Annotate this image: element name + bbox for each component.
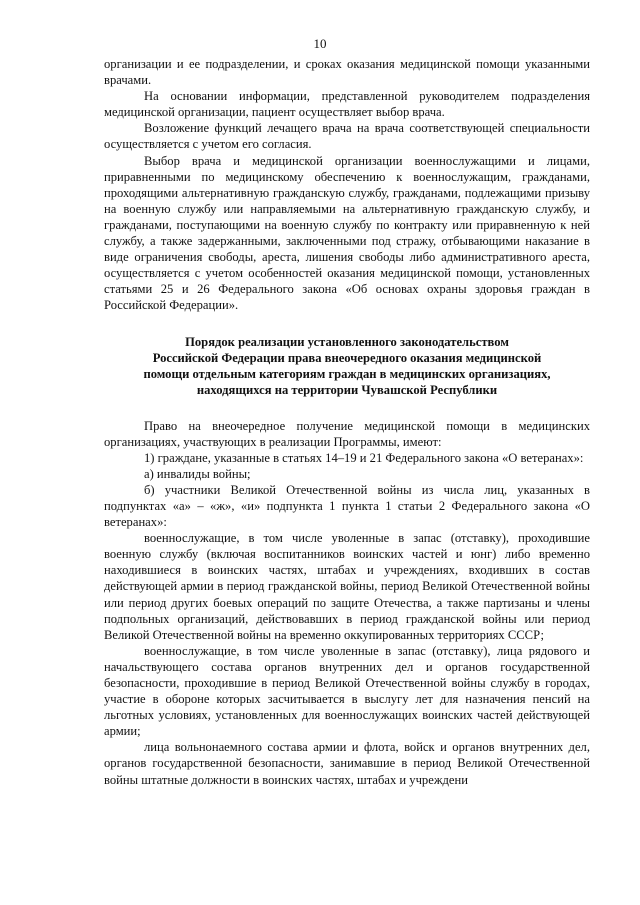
paragraph: Право на внеочередное получение медицинской помощи в медицинских организациях, участвующих в реализации Программы, имеют:	[104, 418, 590, 449]
heading-line: помощи отдельным категориям граждан в медицинских организациях,	[143, 366, 551, 381]
paragraph: лица вольнонаемного состава армии и флота, войск и органов внутренних дел, органов государственной безопасности, занимавшие в период Великой Отечественной войны штатные должности в воинских частях, штабах и учреждени	[104, 740, 590, 787]
paragraph: Выбор врача и медицинской организации военнослужащими и лицами, приравненными по медицинскому обеспечению к военнослужащим, гражданами, проходящими альтернативную гражданскую службу, гражданами, подлежащими призыву на военную службу или направляемыми на альтернативную гражданскую службу, и гражданами, поступающими на военную службу по контракту или приравненную к ней службу, а также задержанными, заключенными под стражу, отбывающими наказание в виде ограничения свободы, ареста, лишения свободы либо административного ареста, осуществляется с учетом особенностей оказания медицинской помощи, установленных статьями 25 и 26 Федерального закона «Об основах охраны здоровья граждан в Российской Федерации».	[104, 153, 590, 313]
paragraph: военнослужащие, в том числе уволенные в запас (отставку), лица рядового и начальствующего состава органов внутренних дел и органов государственной безопасности, проходившие в период Великой Отечественной войны службу в городах, участие в обороне которых засчитывается в выслугу лет для назначения пенсий на льготных условиях, установленных для военнослужащих воинских частей действующей армии;	[104, 643, 590, 739]
paragraph: организации и ее подразделении, и сроках оказания медицинской помощи указанными врачами.	[104, 57, 590, 88]
list-item: 1) граждане, указанные в статьях 14–19 и 21 Федерального закона «О ветеранах»:	[144, 450, 584, 465]
paragraph: Возложение функций лечащего врача на врача соответствующей специальности осуществляется с учетом его согласия.	[104, 121, 590, 152]
paragraph: военнослужащие, в том числе уволенные в запас (отставку), проходившие военную службу (включая воспитанников воинских частей и юнг) либо временно находившиеся в воинских частях, штабах и учреждениях, входивших в состав действующей армии в период гражданской войны, период Великой Отечественной войны или период других боевых операций по защите Отечества, а также партизаны и члены подпольных организаций, действовавших в период гражданской войны или период Великой Отечественной войны на временно оккупированных территориях СССР;	[104, 531, 590, 642]
list-item: а) инвалиды войны;	[144, 466, 251, 481]
heading-line: находящихся на территории Чувашской Республики	[196, 382, 498, 397]
heading-line: Российской Федерации права внеочередного оказания медицинской	[152, 350, 542, 365]
page-number: 10	[313, 36, 327, 51]
document-body	[104, 56, 590, 788]
section-heading	[104, 334, 590, 398]
heading-line: Порядок реализации установленного законодательством	[185, 334, 509, 349]
list-item: б) участники Великой Отечественной войны из числа лиц, указанных в подпунктах «а» – «ж», «и» подпункта 1 пункта 1 статьи 2 Федерального закона «О ветеранах»:	[104, 482, 590, 530]
paragraph: На основании информации, представленной руководителем подразделения медицинской организации, пациент осуществляет выбор врача.	[104, 89, 590, 120]
